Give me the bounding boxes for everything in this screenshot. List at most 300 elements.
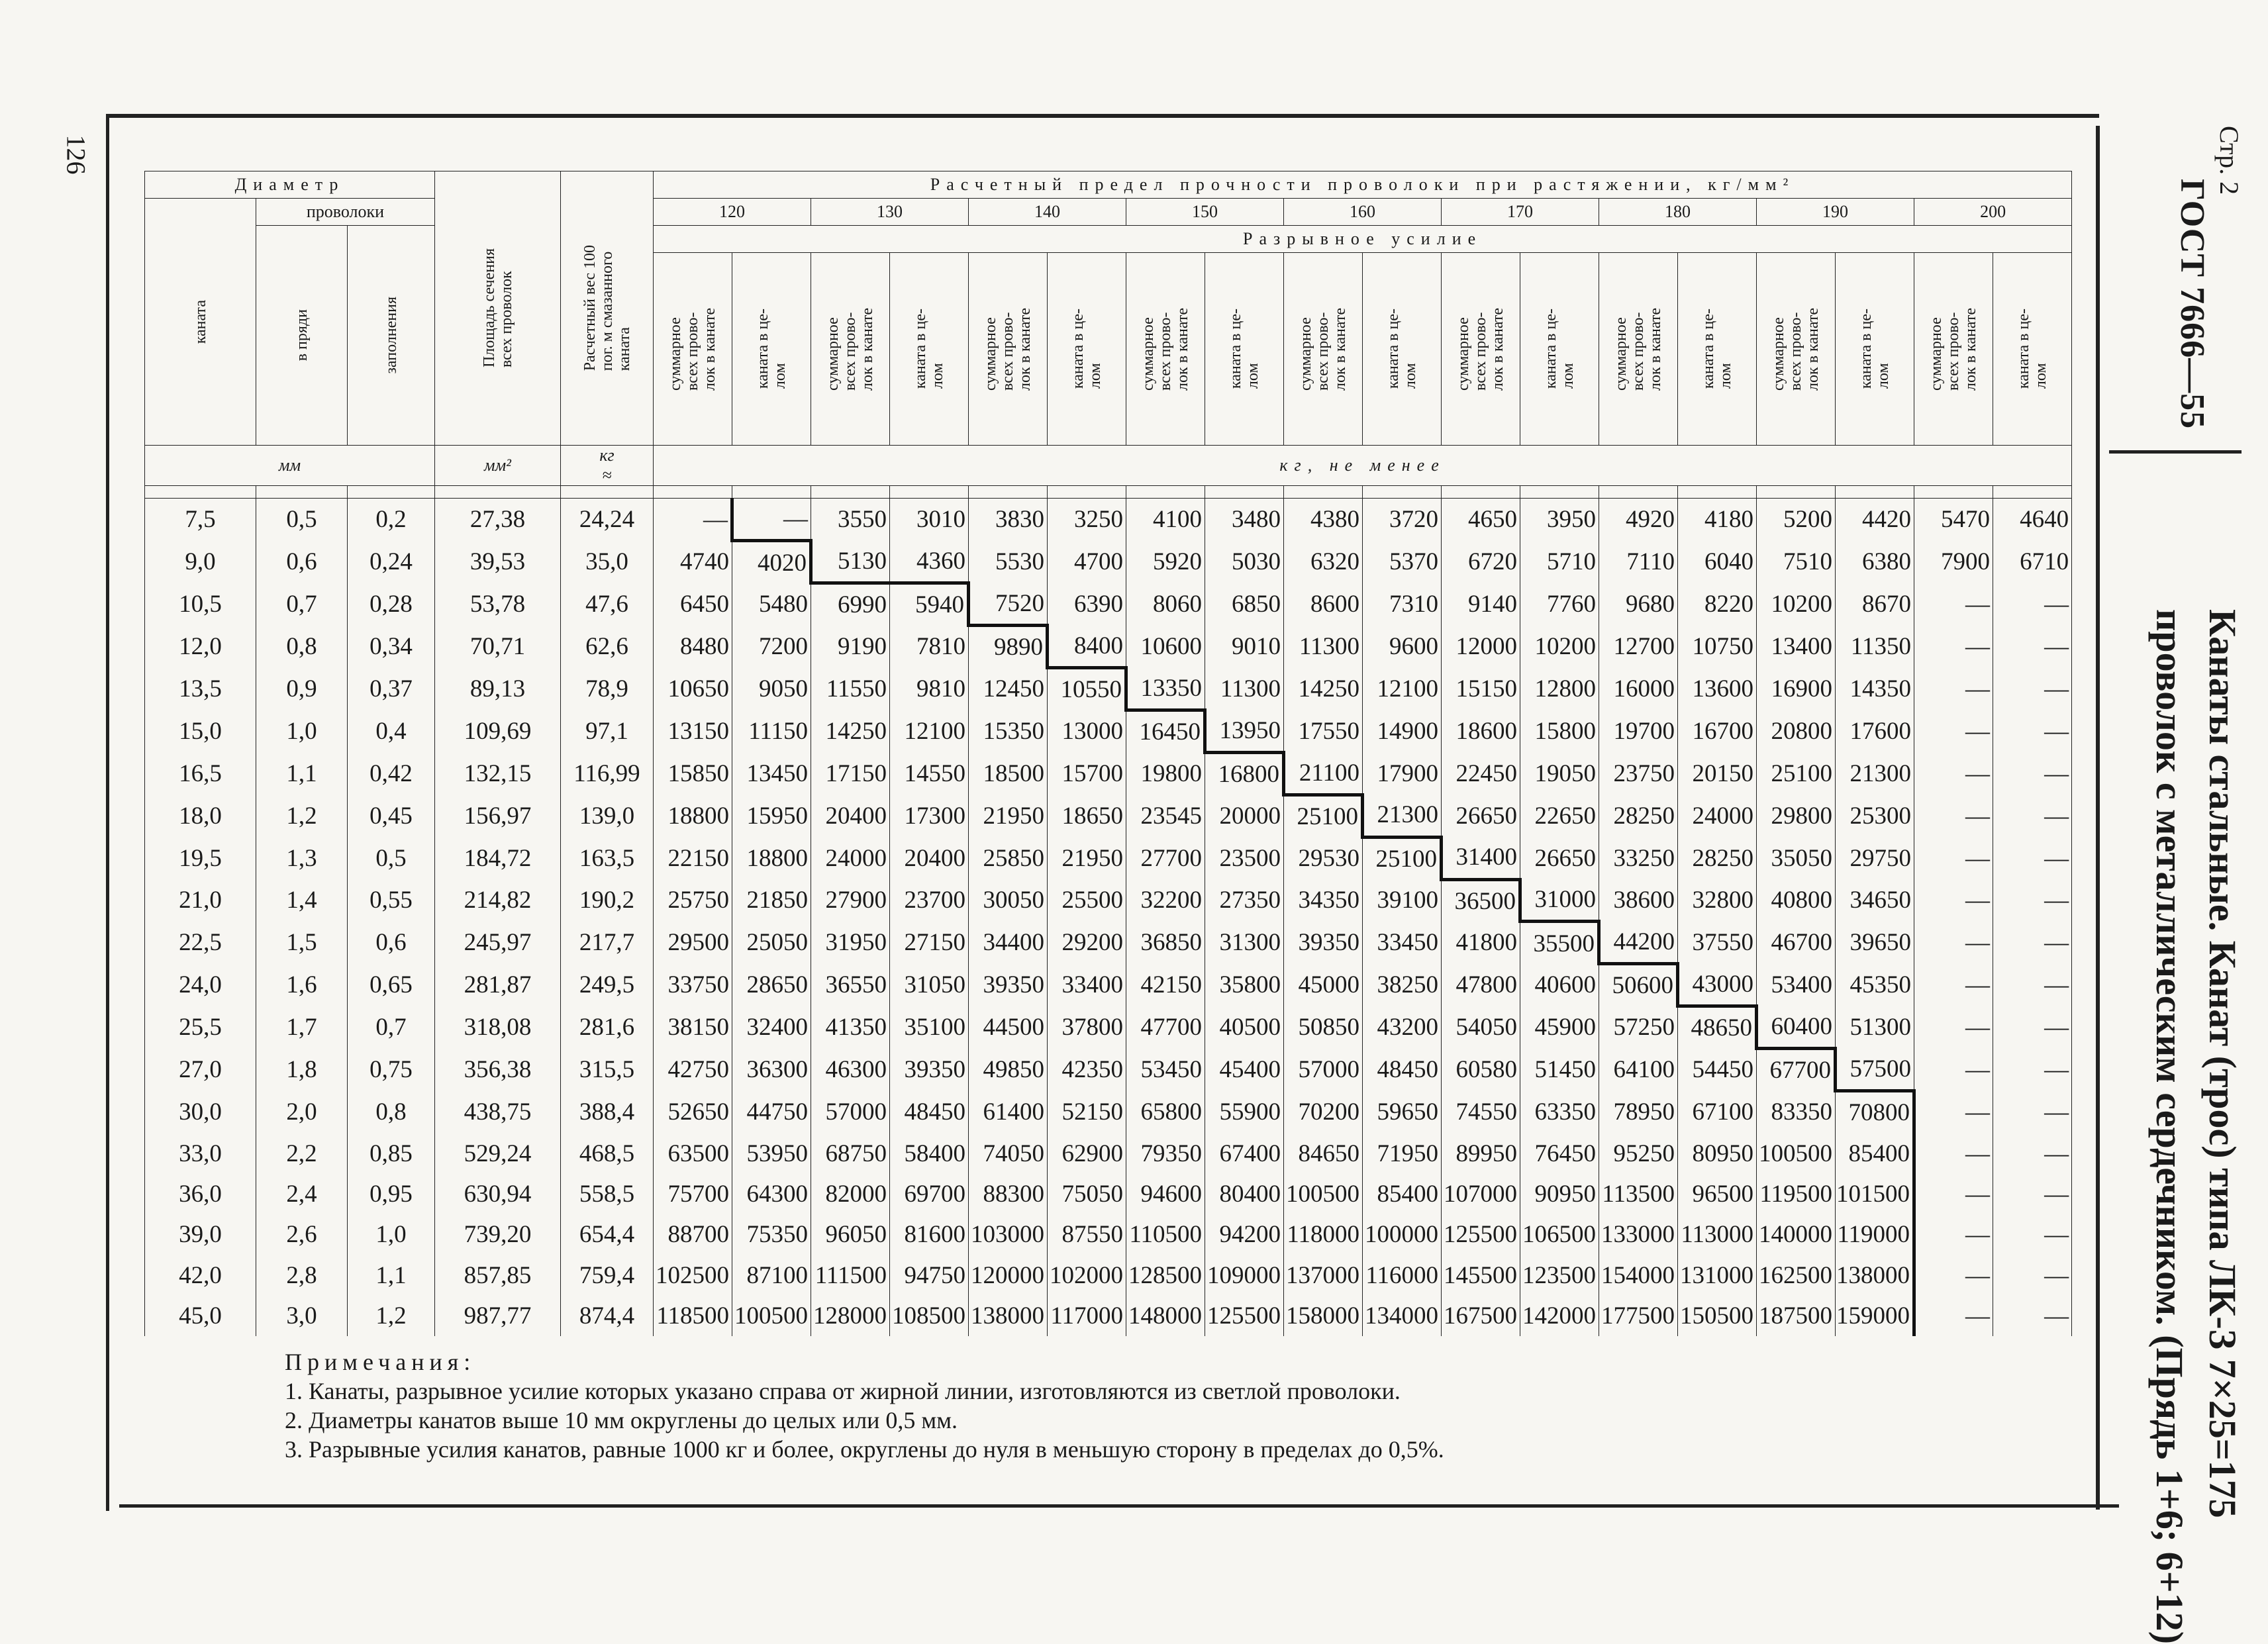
cell-force: 150500 bbox=[1678, 1296, 1757, 1336]
cell-force: 21950 bbox=[1048, 837, 1126, 879]
cell-force: 42350 bbox=[1048, 1049, 1126, 1091]
cell-force: 20150 bbox=[1678, 752, 1757, 795]
header-weight-text: Расчетный вес 100 пог. м смазанного каната bbox=[581, 245, 633, 371]
cell-force: 23500 bbox=[1205, 837, 1284, 879]
cell-force: — bbox=[732, 499, 811, 541]
cell-force: 54450 bbox=[1678, 1049, 1757, 1091]
cell-force: 119500 bbox=[1757, 1174, 1836, 1214]
header-sum-wires bbox=[1126, 253, 1205, 446]
cell-force: 35100 bbox=[890, 1006, 969, 1049]
cell-param: 0,4 bbox=[348, 710, 435, 752]
cell-param: 24,24 bbox=[561, 499, 654, 541]
cell-force: 28250 bbox=[1599, 795, 1678, 837]
cell-force: 4650 bbox=[1442, 499, 1520, 541]
header-whole-rope-text: каната в це- лом bbox=[754, 309, 789, 389]
page-number: 126 bbox=[61, 134, 91, 175]
cell-force: 38250 bbox=[1363, 964, 1442, 1006]
header-sum-wires-text: суммарное всех прово- лок в канате bbox=[1297, 307, 1349, 391]
cell-force: 37550 bbox=[1678, 922, 1757, 964]
cell-force: 32400 bbox=[732, 1006, 811, 1049]
gap-cell bbox=[561, 486, 654, 499]
cell-force: 14250 bbox=[1284, 668, 1363, 710]
cell-force: 39350 bbox=[969, 964, 1048, 1006]
cell-param: 89,13 bbox=[435, 668, 561, 710]
cell-force: 12000 bbox=[1442, 626, 1520, 668]
cell-force: 17550 bbox=[1284, 710, 1363, 752]
note-1: 1. Канаты, разрывное усилие которых указано справа от жирной линии, изготовляются из светлой проволоки. bbox=[285, 1378, 1401, 1404]
cell-force: 12700 bbox=[1599, 626, 1678, 668]
cell-force: 14250 bbox=[811, 710, 890, 752]
cell-force: 15150 bbox=[1442, 668, 1520, 710]
cell-force: 27900 bbox=[811, 879, 890, 922]
cell-force: 39650 bbox=[1836, 922, 1914, 964]
cell-force: 23545 bbox=[1126, 795, 1205, 837]
cell-force: 51300 bbox=[1836, 1006, 1914, 1049]
cell-force: 82000 bbox=[811, 1174, 890, 1214]
cell-force: 3950 bbox=[1520, 499, 1599, 541]
header-whole-rope-text: каната в це- лом bbox=[912, 309, 946, 389]
cell-force: 87100 bbox=[732, 1255, 811, 1296]
cell-force: 63500 bbox=[654, 1133, 732, 1173]
cell-force: 88700 bbox=[654, 1214, 732, 1255]
header-whole-rope bbox=[1205, 253, 1284, 446]
cell-force: 47700 bbox=[1126, 1006, 1205, 1049]
cell-param: 116,99 bbox=[561, 752, 654, 795]
side-page-label: Стр. 2 bbox=[2214, 126, 2244, 195]
cell-force: 44200 bbox=[1599, 922, 1678, 964]
cell-param: 630,94 bbox=[435, 1174, 561, 1214]
cell-force: 29200 bbox=[1048, 922, 1126, 964]
cell-force: 14550 bbox=[890, 752, 969, 795]
cell-force: 140000 bbox=[1757, 1214, 1836, 1255]
cell-force: 39350 bbox=[890, 1049, 969, 1091]
gap-cell bbox=[1914, 486, 1993, 499]
cell-force: 57000 bbox=[811, 1090, 890, 1133]
cell-force: 45000 bbox=[1284, 964, 1363, 1006]
table-row bbox=[145, 837, 2072, 879]
cell-param: 35,0 bbox=[561, 541, 654, 583]
cell-param: 1,8 bbox=[256, 1049, 348, 1091]
cell-force: 17900 bbox=[1363, 752, 1442, 795]
cell-force: 6850 bbox=[1205, 583, 1284, 626]
cell-force: 50850 bbox=[1284, 1006, 1363, 1049]
cell-force: 48650 bbox=[1678, 1006, 1757, 1049]
cell-param: 0,6 bbox=[348, 922, 435, 964]
cell-force: 69700 bbox=[890, 1174, 969, 1214]
header-rope-text: каната bbox=[191, 299, 209, 344]
cell-force: 15350 bbox=[969, 710, 1048, 752]
cell-param: 0,95 bbox=[348, 1174, 435, 1214]
cell-param: 1,3 bbox=[256, 837, 348, 879]
cell-force: 14900 bbox=[1363, 710, 1442, 752]
cell-force: 128500 bbox=[1126, 1255, 1205, 1296]
cell-force: 4920 bbox=[1599, 499, 1678, 541]
cell-force: 58400 bbox=[890, 1133, 969, 1173]
table-row bbox=[145, 879, 2072, 922]
document-title-line2: проволок с металлическим сердечником. (Прядь 1+6; 6+12) bbox=[2148, 609, 2191, 1644]
cell-param: 1,0 bbox=[256, 710, 348, 752]
cell-force: 16800 bbox=[1205, 752, 1284, 795]
gap-cell bbox=[1599, 486, 1678, 499]
header-whole-rope bbox=[732, 253, 811, 446]
cell-param: 16,5 bbox=[145, 752, 256, 795]
cell-force: 34350 bbox=[1284, 879, 1363, 922]
header-area bbox=[435, 171, 561, 446]
header-whole-rope-text: каната в це- лом bbox=[2015, 309, 2050, 389]
cell-force: 134000 bbox=[1363, 1296, 1442, 1336]
header-sum-wires bbox=[654, 253, 732, 446]
table-row bbox=[145, 922, 2072, 964]
header-strength-group: Расчетный предел прочности проволоки при растяжении, кг/мм² bbox=[654, 171, 2072, 199]
cell-force: 33750 bbox=[654, 964, 732, 1006]
cell-param: 184,72 bbox=[435, 837, 561, 879]
cell-force: 5920 bbox=[1126, 541, 1205, 583]
cell-force: — bbox=[1914, 1174, 1993, 1214]
cell-force: 6990 bbox=[811, 583, 890, 626]
gap-cell bbox=[145, 486, 256, 499]
cell-force: 6720 bbox=[1442, 541, 1520, 583]
cell-force: — bbox=[1993, 1090, 2072, 1133]
table-row bbox=[145, 583, 2072, 626]
cell-force: 7810 bbox=[890, 626, 969, 668]
cell-force: 133000 bbox=[1599, 1214, 1678, 1255]
cell-force: 44500 bbox=[969, 1006, 1048, 1049]
gap-cell bbox=[256, 486, 348, 499]
cell-force: 19700 bbox=[1599, 710, 1678, 752]
cell-force: 16900 bbox=[1757, 668, 1836, 710]
cell-force: 70200 bbox=[1284, 1090, 1363, 1133]
cell-force: 107000 bbox=[1442, 1174, 1520, 1214]
document-title-line1: Канаты стальные. Канат (трос) типа ЛК-З 7×25=175 bbox=[2201, 609, 2244, 1518]
cell-force: 85400 bbox=[1836, 1133, 1914, 1173]
header-sum-wires-text: суммарное всех прово- лок в канате bbox=[667, 307, 718, 391]
cell-force: 59650 bbox=[1363, 1090, 1442, 1133]
cell-param: 1,6 bbox=[256, 964, 348, 1006]
cell-force: — bbox=[1993, 1214, 2072, 1255]
cell-force: 4100 bbox=[1126, 499, 1205, 541]
cell-force: 40800 bbox=[1757, 879, 1836, 922]
cell-param: 45,0 bbox=[145, 1296, 256, 1336]
header-wires: проволоки bbox=[256, 199, 435, 226]
cell-force: 11350 bbox=[1836, 626, 1914, 668]
cell-param: 27,38 bbox=[435, 499, 561, 541]
cell-force: 21300 bbox=[1363, 795, 1442, 837]
cell-force: 32200 bbox=[1126, 879, 1205, 922]
cell-force: 12800 bbox=[1520, 668, 1599, 710]
cell-force: 9190 bbox=[811, 626, 890, 668]
cell-param: 10,5 bbox=[145, 583, 256, 626]
cell-force: 64300 bbox=[732, 1174, 811, 1214]
cell-force: 21300 bbox=[1836, 752, 1914, 795]
cell-force: 25100 bbox=[1284, 795, 1363, 837]
gap-cell bbox=[1520, 486, 1599, 499]
cell-force: 24000 bbox=[1678, 795, 1757, 837]
gap-cell bbox=[1993, 486, 2072, 499]
cell-param: 2,2 bbox=[256, 1133, 348, 1173]
note-2: 2. Диаметры канатов выше 10 мм округлены до целых или 0,5 мм. bbox=[285, 1407, 958, 1433]
header-sum-wires bbox=[811, 253, 890, 446]
cell-param: 109,69 bbox=[435, 710, 561, 752]
cell-force: 78950 bbox=[1599, 1090, 1678, 1133]
header-sum-wires bbox=[1284, 253, 1363, 446]
gap-cell bbox=[1678, 486, 1757, 499]
cell-param: 3,0 bbox=[256, 1296, 348, 1336]
header-sum-wires-text: суммарное всех прово- лок в канате bbox=[1770, 307, 1822, 391]
cell-force: — bbox=[1914, 668, 1993, 710]
cell-force: 7200 bbox=[732, 626, 811, 668]
cell-param: 315,5 bbox=[561, 1049, 654, 1091]
cell-force: 80400 bbox=[1205, 1174, 1284, 1214]
cell-force: — bbox=[1914, 1214, 1993, 1255]
header-whole-rope-text: каната в це- лом bbox=[1700, 309, 1734, 389]
cell-force: 36850 bbox=[1126, 922, 1205, 964]
cell-force: 3250 bbox=[1048, 499, 1126, 541]
cell-force: 63350 bbox=[1520, 1090, 1599, 1133]
cell-param: 33,0 bbox=[145, 1133, 256, 1173]
cell-force: 100500 bbox=[732, 1296, 811, 1336]
cell-param: 0,8 bbox=[348, 1090, 435, 1133]
cell-force: — bbox=[1914, 710, 1993, 752]
cell-force: 22150 bbox=[654, 837, 732, 879]
cell-force: 35800 bbox=[1205, 964, 1284, 1006]
cell-force: — bbox=[1993, 1296, 2072, 1336]
cell-force: 4180 bbox=[1678, 499, 1757, 541]
cell-force: 103000 bbox=[969, 1214, 1048, 1255]
cell-param: 25,5 bbox=[145, 1006, 256, 1049]
cell-force: 158000 bbox=[1284, 1296, 1363, 1336]
cell-param: 18,0 bbox=[145, 795, 256, 837]
cell-force: — bbox=[1914, 1255, 1993, 1296]
cell-force: 5940 bbox=[890, 583, 969, 626]
cell-force: 17300 bbox=[890, 795, 969, 837]
cell-force: 23750 bbox=[1599, 752, 1678, 795]
gap-cell bbox=[654, 486, 732, 499]
cell-force: 15950 bbox=[732, 795, 811, 837]
cell-force: 55900 bbox=[1205, 1090, 1284, 1133]
cell-force: 15850 bbox=[654, 752, 732, 795]
cell-force: 12100 bbox=[1363, 668, 1442, 710]
cell-force: 48450 bbox=[1363, 1049, 1442, 1091]
cell-param: 1,1 bbox=[256, 752, 348, 795]
cell-force: — bbox=[1914, 583, 1993, 626]
cell-force: 67700 bbox=[1757, 1049, 1836, 1091]
cell-force: 7510 bbox=[1757, 541, 1836, 583]
cell-force: 18800 bbox=[654, 795, 732, 837]
cell-force: 54050 bbox=[1442, 1006, 1520, 1049]
cell-param: 987,77 bbox=[435, 1296, 561, 1336]
cell-force: 111500 bbox=[811, 1255, 890, 1296]
cell-param: 739,20 bbox=[435, 1214, 561, 1255]
cell-force: 15800 bbox=[1520, 710, 1599, 752]
cell-force: — bbox=[1993, 710, 2072, 752]
cell-force: 29800 bbox=[1757, 795, 1836, 837]
cell-param: 0,37 bbox=[348, 668, 435, 710]
cell-param: 0,6 bbox=[256, 541, 348, 583]
cell-force: 123500 bbox=[1520, 1255, 1599, 1296]
cell-force: 33400 bbox=[1048, 964, 1126, 1006]
cell-param: 7,5 bbox=[145, 499, 256, 541]
header-sum-wires-text: суммарное всех прово- лок в канате bbox=[824, 307, 876, 391]
cell-force: 57500 bbox=[1836, 1049, 1914, 1091]
table-row bbox=[145, 1214, 2072, 1255]
unit-force: кг, не менее bbox=[654, 446, 2072, 486]
cell-force: 9680 bbox=[1599, 583, 1678, 626]
standard-number: ГОСТ 7666—55 bbox=[2173, 179, 2211, 430]
cell-force: 50600 bbox=[1599, 964, 1678, 1006]
cell-param: 857,85 bbox=[435, 1255, 561, 1296]
cell-force: 31000 bbox=[1520, 879, 1599, 922]
cell-force: 3010 bbox=[890, 499, 969, 541]
header-in-strand bbox=[256, 226, 348, 446]
cell-force: 7760 bbox=[1520, 583, 1599, 626]
cell-param: 78,9 bbox=[561, 668, 654, 710]
cell-force: 39100 bbox=[1363, 879, 1442, 922]
cell-force: 9600 bbox=[1363, 626, 1442, 668]
cell-param: 30,0 bbox=[145, 1090, 256, 1133]
cell-force: 37800 bbox=[1048, 1006, 1126, 1049]
cell-force: 27150 bbox=[890, 922, 969, 964]
cell-force: 71950 bbox=[1363, 1133, 1442, 1173]
header-grade-130: 130 bbox=[811, 199, 969, 226]
cell-force: 74550 bbox=[1442, 1090, 1520, 1133]
gap-cell bbox=[890, 486, 969, 499]
gap-cell bbox=[435, 486, 561, 499]
cell-force: 100500 bbox=[1284, 1174, 1363, 1214]
cell-force: 45350 bbox=[1836, 964, 1914, 1006]
cell-force: — bbox=[1993, 1174, 2072, 1214]
cell-param: 388,4 bbox=[561, 1090, 654, 1133]
cell-force: — bbox=[1993, 1049, 2072, 1091]
cell-force: 148000 bbox=[1126, 1296, 1205, 1336]
cell-force: — bbox=[1914, 1296, 1993, 1336]
cell-force: 13400 bbox=[1757, 626, 1836, 668]
cell-param: 318,08 bbox=[435, 1006, 561, 1049]
cell-force: 9050 bbox=[732, 668, 811, 710]
gap-cell bbox=[1284, 486, 1363, 499]
cell-force: 167500 bbox=[1442, 1296, 1520, 1336]
unit-mm2: мм² bbox=[435, 446, 561, 486]
cell-force: 20000 bbox=[1205, 795, 1284, 837]
cell-force: 3550 bbox=[811, 499, 890, 541]
cell-param: 2,4 bbox=[256, 1174, 348, 1214]
table-row bbox=[145, 1006, 2072, 1049]
cell-force: 10650 bbox=[654, 668, 732, 710]
cell-force: 5480 bbox=[732, 583, 811, 626]
cell-force: 29530 bbox=[1284, 837, 1363, 879]
header-sum-wires-text: суммарное всех прово- лок в канате bbox=[1612, 307, 1664, 391]
cell-force: 113500 bbox=[1599, 1174, 1678, 1214]
table-row bbox=[145, 626, 2072, 668]
table-row bbox=[145, 1255, 2072, 1296]
cell-param: 163,5 bbox=[561, 837, 654, 879]
cell-force: 90950 bbox=[1520, 1174, 1599, 1214]
cell-force: 47800 bbox=[1442, 964, 1520, 1006]
cell-force: 75050 bbox=[1048, 1174, 1126, 1214]
table-row bbox=[145, 1090, 2072, 1133]
cell-force: 62900 bbox=[1048, 1133, 1126, 1173]
cell-force: 21850 bbox=[732, 879, 811, 922]
cell-force: 7900 bbox=[1914, 541, 1993, 583]
note-3: 3. Разрывные усилия канатов, равные 1000 кг и более, округлены до нуля в меньшую сторону в пределах до 0,5%. bbox=[285, 1436, 1444, 1463]
cell-force: 57000 bbox=[1284, 1049, 1363, 1091]
cell-force: 40600 bbox=[1520, 964, 1599, 1006]
cell-param: 0,9 bbox=[256, 668, 348, 710]
cell-force: 35050 bbox=[1757, 837, 1836, 879]
cell-param: 529,24 bbox=[435, 1133, 561, 1173]
cell-force: 154000 bbox=[1599, 1255, 1678, 1296]
cell-force: 52150 bbox=[1048, 1090, 1126, 1133]
cell-force: 8400 bbox=[1048, 626, 1126, 668]
cell-force: 31300 bbox=[1205, 922, 1284, 964]
cell-force: 5530 bbox=[969, 541, 1048, 583]
cell-force: 118500 bbox=[654, 1296, 732, 1336]
cell-force: 6040 bbox=[1678, 541, 1757, 583]
cell-force: 5030 bbox=[1205, 541, 1284, 583]
cell-force: 9810 bbox=[890, 668, 969, 710]
cell-force: 68750 bbox=[811, 1133, 890, 1173]
cell-param: 0,7 bbox=[348, 1006, 435, 1049]
cell-param: 0,65 bbox=[348, 964, 435, 1006]
cell-param: 654,4 bbox=[561, 1214, 654, 1255]
cell-force: — bbox=[1993, 879, 2072, 922]
table-row bbox=[145, 499, 2072, 541]
cell-param: 1,7 bbox=[256, 1006, 348, 1049]
cell-force: 4740 bbox=[654, 541, 732, 583]
cell-force: — bbox=[1914, 1133, 1993, 1173]
gap-cell bbox=[348, 486, 435, 499]
cell-force: — bbox=[1993, 668, 2072, 710]
header-sum-wires bbox=[1442, 253, 1520, 446]
cell-param: 70,71 bbox=[435, 626, 561, 668]
header-sum-wires bbox=[1599, 253, 1678, 446]
gap-cell bbox=[969, 486, 1048, 499]
cell-force: 11550 bbox=[811, 668, 890, 710]
cell-param: 356,38 bbox=[435, 1049, 561, 1091]
cell-force: 109000 bbox=[1205, 1255, 1284, 1296]
cell-force: 83350 bbox=[1757, 1090, 1836, 1133]
cell-force: 67400 bbox=[1205, 1133, 1284, 1173]
cell-force: 40500 bbox=[1205, 1006, 1284, 1049]
cell-force: 11300 bbox=[1284, 626, 1363, 668]
cell-force: 27700 bbox=[1126, 837, 1205, 879]
cell-param: 281,87 bbox=[435, 964, 561, 1006]
cell-param: 1,2 bbox=[348, 1296, 435, 1336]
cell-force: 94750 bbox=[890, 1255, 969, 1296]
cell-force: 6320 bbox=[1284, 541, 1363, 583]
cell-param: 21,0 bbox=[145, 879, 256, 922]
cell-force: 33450 bbox=[1363, 922, 1442, 964]
cell-force: 116000 bbox=[1363, 1255, 1442, 1296]
cell-force: 4420 bbox=[1836, 499, 1914, 541]
cell-param: 36,0 bbox=[145, 1174, 256, 1214]
cell-force: 26650 bbox=[1442, 795, 1520, 837]
cell-force: 53450 bbox=[1126, 1049, 1205, 1091]
header-sum-wires-text: суммарное всех прово- лок в канате bbox=[982, 307, 1034, 391]
cell-param: 156,97 bbox=[435, 795, 561, 837]
cell-force: 81600 bbox=[890, 1214, 969, 1255]
cell-force: 38600 bbox=[1599, 879, 1678, 922]
cell-force: 19800 bbox=[1126, 752, 1205, 795]
cell-force: 177500 bbox=[1599, 1296, 1678, 1336]
cell-force: 28650 bbox=[732, 964, 811, 1006]
cell-force: — bbox=[1993, 1133, 2072, 1173]
cell-force: 13350 bbox=[1126, 668, 1205, 710]
table-row bbox=[145, 752, 2072, 795]
cell-force: 20800 bbox=[1757, 710, 1836, 752]
cell-force: 70800 bbox=[1836, 1090, 1914, 1133]
cell-force: 15700 bbox=[1048, 752, 1126, 795]
cell-force: 162500 bbox=[1757, 1255, 1836, 1296]
